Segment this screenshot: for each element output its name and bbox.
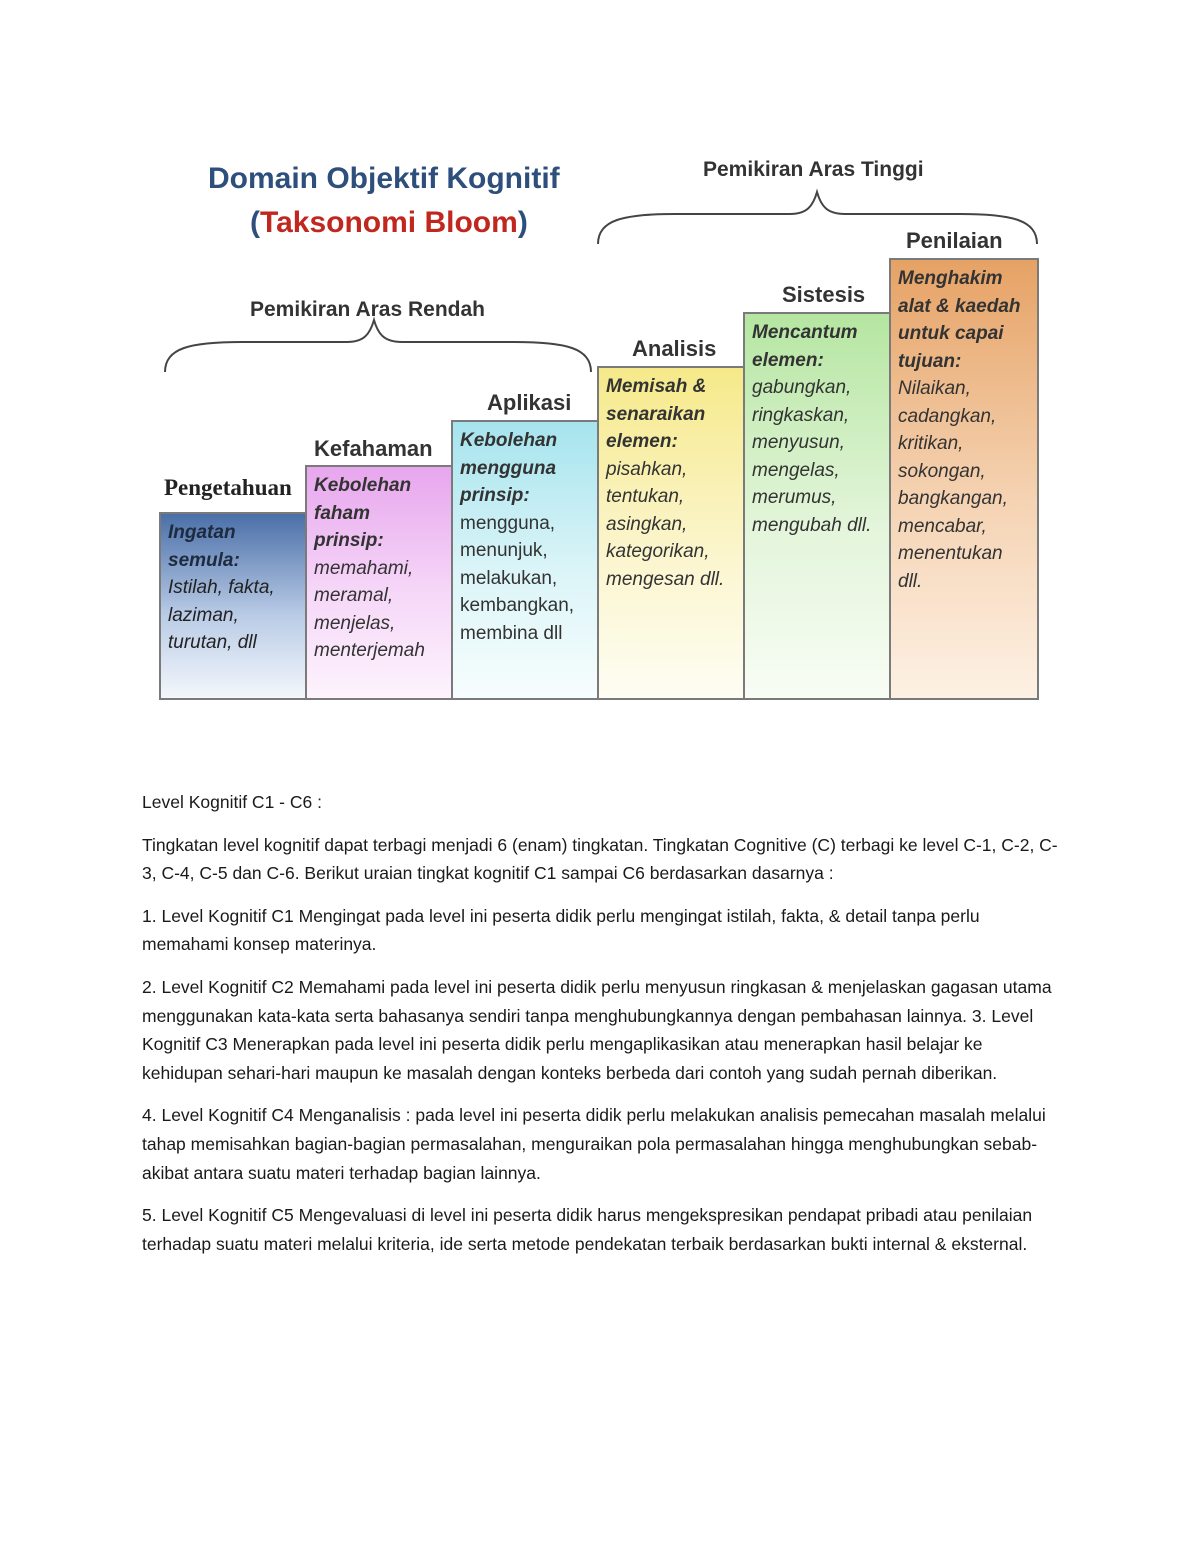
level-label-sistesis: Sistesis: [782, 282, 866, 307]
document-heading: Level Kognitif C1 - C6 :: [142, 792, 322, 812]
level-box-head: Mencantum elemen:: [752, 322, 858, 371]
level-label-analisis: Analisis: [632, 336, 717, 361]
diagram-title: Domain Objektif Kognitif: [208, 162, 560, 195]
level-box-analisis: [597, 366, 745, 700]
paragraph-c2-c3: 2. Level Kognitif C2 Memahami pada level ini peserta didik perlu menyusun ringkasan & menjelaskan gagasan utama menggunakan kata-kata serta bahasanya sendiri tanpa menghubungkannya dengan pembahasan lainnya. 3. Level Kognitif C3 Menerapkan pada level ini peserta didik perlu mengaplikasikan atau menerapkan hasil belajar ke kehidupan sehari-hari maupun ke masalah dengan konteks berbeda dari contoh yang sudah pernah diberikan.: [142, 976, 1052, 1083]
brace-high-label: Pemikiran Aras Tinggi: [703, 158, 924, 181]
brace-low-label: Pemikiran Aras Rendah: [250, 298, 485, 321]
level-box-body: Istilah, fakta, laziman, turutan, dll: [168, 577, 275, 653]
level-box-body: pisahkan, tentukan, asingkan, kategorikan, mengesan dll.: [606, 458, 725, 590]
level-box-head: Memisah & senaraikan elemen:: [606, 376, 707, 452]
document-body: [142, 788, 1060, 1272]
paragraph-c1: 1. Level Kognitif C1 Mengingat pada level ini peserta didik perlu mengingat istilah, fakta, & detail tanpa perlu memahami konsep materinya.: [142, 905, 980, 955]
level-label-pengetahuan: Pengetahuan: [164, 475, 292, 500]
level-box-head: Menghakim alat & kaedah untuk capai tujuan:: [898, 268, 1021, 372]
brace-low-order: [162, 314, 594, 376]
level-box-head: Ingatan semula:: [168, 522, 240, 571]
level-box-body: memahami, meramal, menjelas, menterjemah: [314, 557, 425, 661]
level-box-body: gabungkan, ringkaskan, menyusun, mengelas, merumus, mengubah dll.: [752, 377, 872, 536]
level-box-body: Nilaikan, cadangkan, kritikan, sokongan, bangkangan, mencabar, menentukan dll.: [898, 378, 1008, 592]
paragraph-c5: 5. Level Kognitif C5 Mengevaluasi di level ini peserta didik harus mengekspresikan pendapat pribadi atau penilaian terhadap suatu materi melalui kriteria, ide serta metode pendekatan terbaik berdasarkan bukti internal & eksternal.: [142, 1205, 1033, 1254]
paragraph-intro: Tingkatan level kognitif dapat terbagi menjadi 6 (enam) tingkatan. Tingkatan Cognitive (C) terbagi ke level C-1, C-2, C-3, C-4, C-5 dan C-6. Berikut uraian tingkat kognitif C1 sampai C6 berdasarkan dasarnya :: [142, 834, 1058, 884]
level-box-sistesis: [743, 312, 891, 700]
level-label-kefahaman: Kefahaman: [314, 436, 433, 461]
diagram-subtitle: (Taksonomi Bloom): [250, 206, 528, 239]
level-label-aplikasi: Aplikasi: [487, 390, 572, 415]
level-box-head: Kebolehan mengguna prinsip:: [460, 430, 558, 506]
level-box-head: Kebolehan faham prinsip:: [314, 475, 412, 551]
paragraph-c4: 4. Level Kognitif C4 Menganalisis : pada level ini peserta didik perlu melakukan analisis pemecahan masalah melalui tahap memisahkan bagian-bagian permasalahan, menguraikan pola permasalahan hingga menghubungkan sebab-akibat antara suatu materi terhadap bagian lainnya.: [142, 1105, 1046, 1183]
level-box-aplikasi: [451, 420, 599, 700]
level-box-pengetahuan: [159, 512, 307, 700]
diagram-subtitle-red: Taksonomi Bloom: [260, 206, 518, 239]
level-box-penilaian: [889, 258, 1039, 700]
level-label-penilaian: Penilaian: [906, 228, 1003, 253]
level-box-body: mengguna, menunjuk, melakukan, kembangkan, membina dll: [460, 512, 575, 644]
level-box-kefahaman: [305, 465, 453, 700]
bloom-taxonomy-diagram: [150, 150, 1045, 705]
